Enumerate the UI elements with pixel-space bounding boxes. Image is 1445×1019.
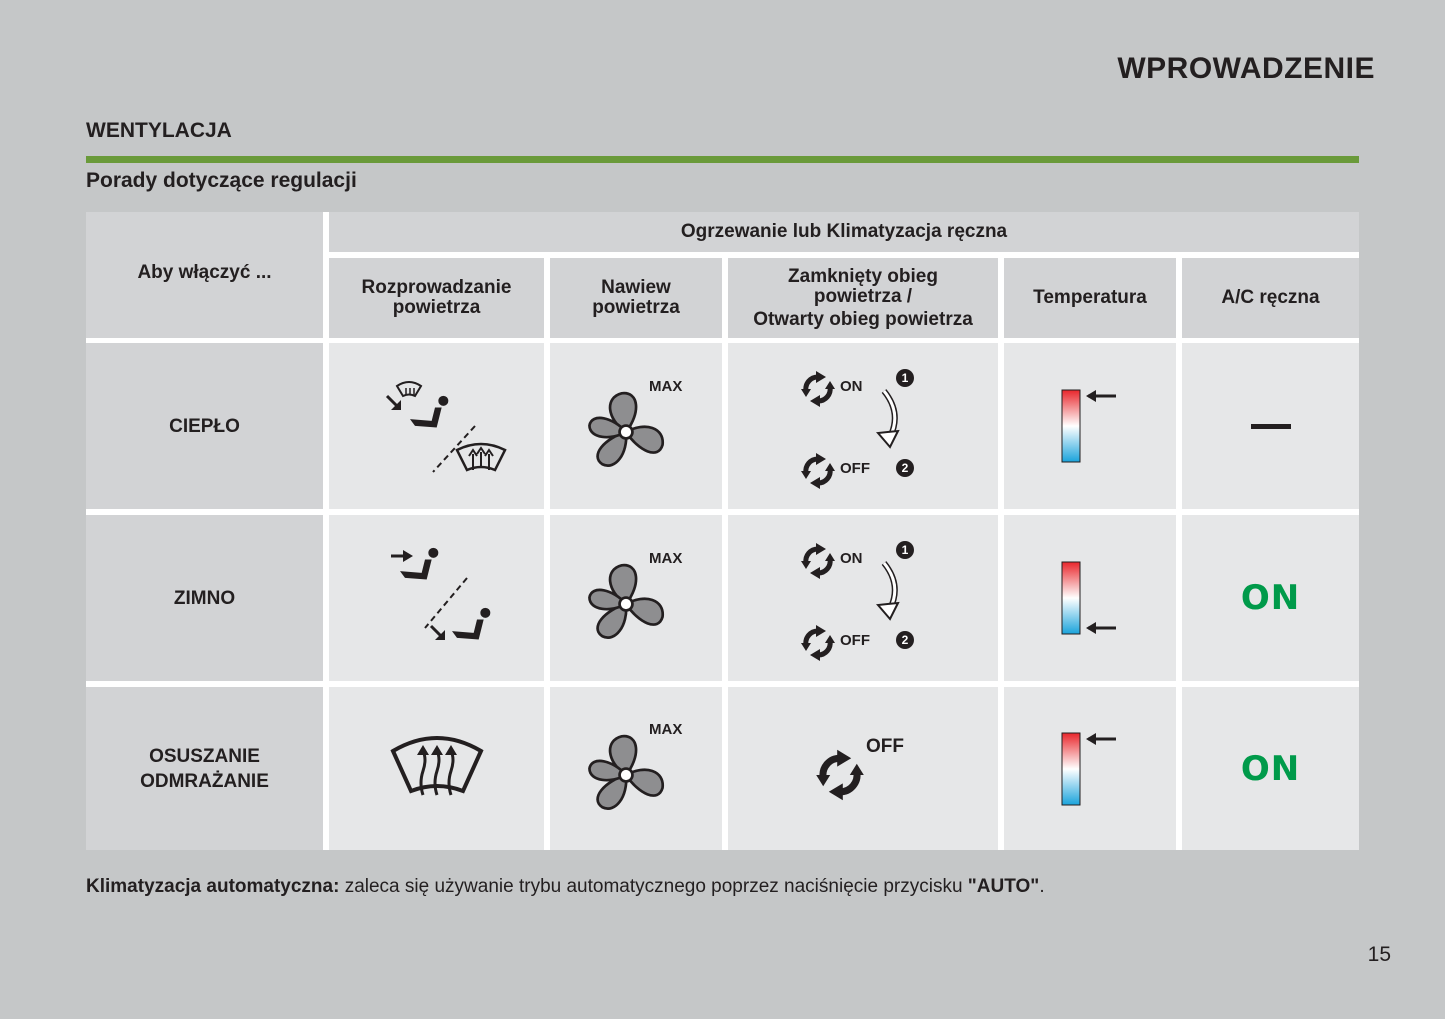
ac-label: A/C ręczna	[1221, 287, 1320, 308]
temperature-hot-icon	[1050, 729, 1130, 809]
chapter-title: WPROWADZENIE	[1117, 52, 1375, 85]
recirculation-off-icon	[812, 747, 868, 803]
ac-cell	[1182, 687, 1359, 850]
distribution-label-line1: Rozprowadzanie	[361, 277, 512, 298]
ac-cell	[1182, 515, 1359, 681]
ac-dash	[1251, 424, 1291, 429]
fan-icon	[581, 714, 691, 824]
distribution-cell	[329, 343, 544, 509]
page-number: 15	[1367, 943, 1391, 966]
temperature-hot-icon	[1050, 386, 1130, 466]
footer-end: .	[1039, 876, 1045, 897]
step-2-badge: 2	[896, 631, 914, 649]
recirculation-cell	[728, 687, 998, 850]
corner-label: Aby włączyć ...	[137, 262, 272, 283]
temperature-cell	[1004, 515, 1176, 681]
recirc-off-label: OFF	[840, 632, 870, 649]
windscreen-and-feet-icon	[367, 366, 507, 486]
temperature-cold-icon	[1050, 558, 1130, 638]
recirculation-cell	[728, 515, 998, 681]
row-label-text-line2: ODMRAŻANIE	[140, 770, 269, 792]
blower-cell	[550, 687, 722, 850]
recirculation-on-icon	[798, 369, 838, 409]
recirc-on-label: ON	[840, 378, 863, 395]
recirculation-off-icon	[798, 623, 838, 663]
recirculation-off-icon	[798, 451, 838, 491]
step-2-badge: 2	[896, 459, 914, 477]
recirc-off-label: OFF	[866, 735, 904, 757]
distribution-cell	[329, 687, 544, 850]
recirc-on-label: ON	[840, 550, 863, 567]
row-label-warm	[86, 343, 323, 509]
step-1-badge: 1	[896, 369, 914, 387]
row-label-demist	[86, 687, 323, 850]
face-and-feet-icon	[367, 538, 507, 658]
section-title: WENTYLACJA	[86, 119, 232, 142]
blower-cell	[550, 515, 722, 681]
blower-max-label: MAX	[649, 378, 683, 395]
blower-label-line2: powietrza	[592, 297, 680, 318]
group-header	[329, 212, 1359, 252]
column-header-ac	[1182, 258, 1359, 338]
recirc-label-line1: Zamknięty obieg	[788, 265, 938, 287]
footer-button: "AUTO"	[967, 876, 1040, 897]
section-divider	[86, 156, 1359, 163]
blower-max-label: MAX	[649, 720, 683, 738]
row-label-text-line1: OSUSZANIE	[149, 745, 260, 767]
blower-label-line1: Nawiew	[601, 277, 671, 298]
recirculation-cell	[728, 343, 998, 509]
temperature-label: Temperatura	[1033, 287, 1147, 308]
footer-note	[86, 876, 1045, 898]
row-label-text: ZIMNO	[173, 587, 236, 609]
recirc-label-line3: Otwarty obieg powietrza	[753, 308, 973, 330]
curved-arrow-icon	[870, 561, 910, 621]
section-subtitle: Porady dotyczące regulacji	[86, 169, 357, 192]
windscreen-defrost-icon	[387, 729, 487, 809]
column-header-distribution	[329, 258, 544, 338]
temperature-cell	[1004, 687, 1176, 850]
curved-arrow-icon	[870, 389, 910, 449]
group-header-label: Ogrzewanie lub Klimatyzacja ręczna	[680, 221, 1008, 242]
fan-icon	[581, 371, 691, 481]
ac-on-label: ON	[1240, 578, 1301, 618]
distribution-cell	[329, 515, 544, 681]
column-header-temperature	[1004, 258, 1176, 338]
recirc-label-line2: powietrza /	[813, 285, 913, 307]
row-label-text: CIEPŁO	[169, 415, 240, 437]
blower-cell	[550, 343, 722, 509]
temperature-cell	[1004, 343, 1176, 509]
step-1-badge: 1	[896, 541, 914, 559]
recirc-off-label: OFF	[840, 460, 870, 477]
column-header-blower	[550, 258, 722, 338]
ac-on-label: ON	[1240, 748, 1301, 789]
column-header-recirculation	[728, 258, 998, 338]
distribution-label-line2: powietrza	[392, 297, 481, 318]
footer-text: zaleca się używanie trybu automatycznego poprzez naciśnięcie przycisku	[339, 876, 968, 897]
fan-icon	[581, 543, 691, 653]
recirculation-on-icon	[798, 541, 838, 581]
blower-max-label: MAX	[649, 550, 683, 567]
corner-header	[86, 212, 323, 338]
row-label-cold	[86, 515, 323, 681]
footer-lead: Klimatyzacja automatyczna:	[86, 876, 340, 897]
ac-cell	[1182, 343, 1359, 509]
settings-table	[86, 212, 1359, 850]
